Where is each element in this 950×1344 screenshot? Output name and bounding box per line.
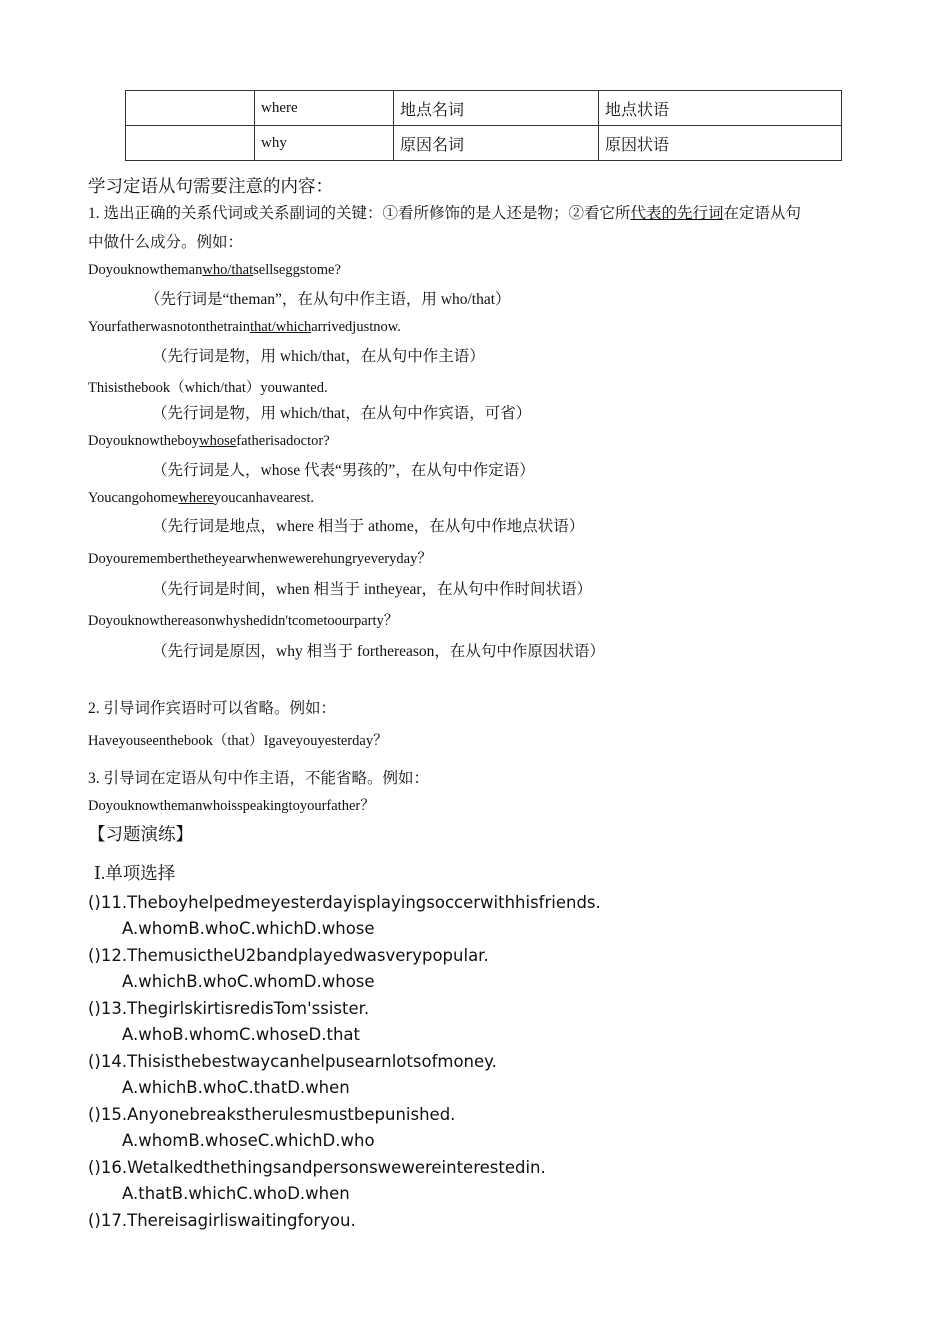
example-note: （先行词是地点，where 相当于 athome，在从句中作地点状语） bbox=[152, 518, 585, 535]
question-15-options: A.whomB.whoseC.whichD.who bbox=[122, 1131, 375, 1150]
point-1-line-2: 中做什么成分。例如： bbox=[88, 234, 244, 251]
point-2-text: 2. 引导词作宾语时可以省略。例如： bbox=[88, 700, 337, 717]
example-note: （先行词是时间，when 相当于 intheyear，在从句中作时间状语） bbox=[152, 581, 592, 598]
example-note: （先行词是原因，why 相当于 forthereason，在从句中作原因状语） bbox=[152, 643, 605, 660]
section-title: Ⅰ.单项选择 bbox=[94, 863, 176, 883]
table-cell: why bbox=[255, 126, 394, 161]
example-sentence: Doyouknowthemanwho/thatsellseggstome? bbox=[88, 262, 341, 278]
text: 在定语从句 bbox=[723, 205, 802, 222]
underlined-text: 代表的先行词 bbox=[630, 205, 724, 222]
table-cell bbox=[126, 91, 255, 126]
point-3-example: Doyouknowthemanwhoisspeakingtoyourfather？ bbox=[88, 798, 375, 814]
point-2-example: Haveyouseenthebook（that）Igaveyouyesterday？ bbox=[88, 733, 388, 749]
question-11-options: A.whomB.whoC.whichD.whose bbox=[122, 919, 375, 938]
question-13: ()13.ThegirlskirtisredisTom'ssister. bbox=[88, 999, 370, 1018]
question-14: ()14.Thisisthebestwaycanhelpusearnlotsofmoney. bbox=[88, 1052, 497, 1071]
table-cell bbox=[126, 126, 255, 161]
question-14-options: A.whichB.whoC.thatD.when bbox=[122, 1078, 350, 1097]
point-3-text: 3. 引导词在定语从句中作主语，不能省略。例如： bbox=[88, 770, 430, 787]
example-sentence: Youcangohomewhereyoucanhavearest. bbox=[88, 490, 315, 506]
table-row bbox=[126, 91, 842, 126]
table-cell: 原因状语 bbox=[599, 126, 842, 161]
example-sentence: Doyourememberthetheyearwhenwewerehungryeveryday？ bbox=[88, 551, 432, 567]
example-note: （先行词是“theman”，在从句中作主语，用 who/that） bbox=[145, 291, 511, 308]
table-cell: 原因名词 bbox=[394, 126, 599, 161]
table-cell: where bbox=[255, 91, 394, 126]
question-12: ()12.ThemusictheU2bandplayedwasverypopular. bbox=[88, 946, 489, 965]
example-sentence: Doyouknowthereasonwhyshedidn'tcometoourparty？ bbox=[88, 613, 399, 629]
question-12-options: A.whichB.whoC.whomD.whose bbox=[122, 972, 375, 991]
question-15: ()15.Anyonebreakstherulesmustbepunished. bbox=[88, 1105, 456, 1124]
point-1-line-1 bbox=[88, 201, 801, 223]
table-cell: 地点名词 bbox=[394, 91, 599, 126]
example-note: （先行词是物，用 which/that，在从句中作宾语，可省） bbox=[152, 405, 532, 422]
example-sentence: Yourfatherwasnotonthetrainthat/whicharrivedjustnow. bbox=[88, 319, 401, 335]
example-note: （先行词是人，whose 代表“男孩的”，在从句中作定语） bbox=[152, 462, 535, 479]
table-cell: 地点状语 bbox=[599, 91, 842, 126]
exercise-heading: 【习题演练】 bbox=[88, 824, 193, 844]
question-16-options: A.thatB.whichC.whoD.when bbox=[122, 1184, 350, 1203]
example-sentence: Doyouknowtheboywhosefatherisadoctor? bbox=[88, 433, 330, 449]
relative-adverb-table bbox=[125, 90, 842, 161]
question-17: ()17.Thereisagirliswaitingforyou. bbox=[88, 1211, 356, 1230]
question-11: ()11.Theboyhelpedmeyesterdayisplayingsoccerwithhisfriends. bbox=[88, 893, 601, 912]
text: 1. 选出正确的关系代词或关系副词的关键：①看所修饰的是人还是物；②看它所 bbox=[88, 205, 631, 222]
question-16: ()16.Wetalkedthethingsandpersonswewereinterestedin. bbox=[88, 1158, 546, 1177]
example-sentence: Thisisthebook（which/that）youwanted. bbox=[88, 380, 328, 396]
notes-heading: 学习定语从句需要注意的内容： bbox=[88, 176, 333, 196]
example-note: （先行词是物，用 which/that，在从句中作主语） bbox=[152, 348, 485, 365]
table-row bbox=[126, 126, 842, 161]
question-13-options: A.whoB.whomC.whoseD.that bbox=[122, 1025, 360, 1044]
